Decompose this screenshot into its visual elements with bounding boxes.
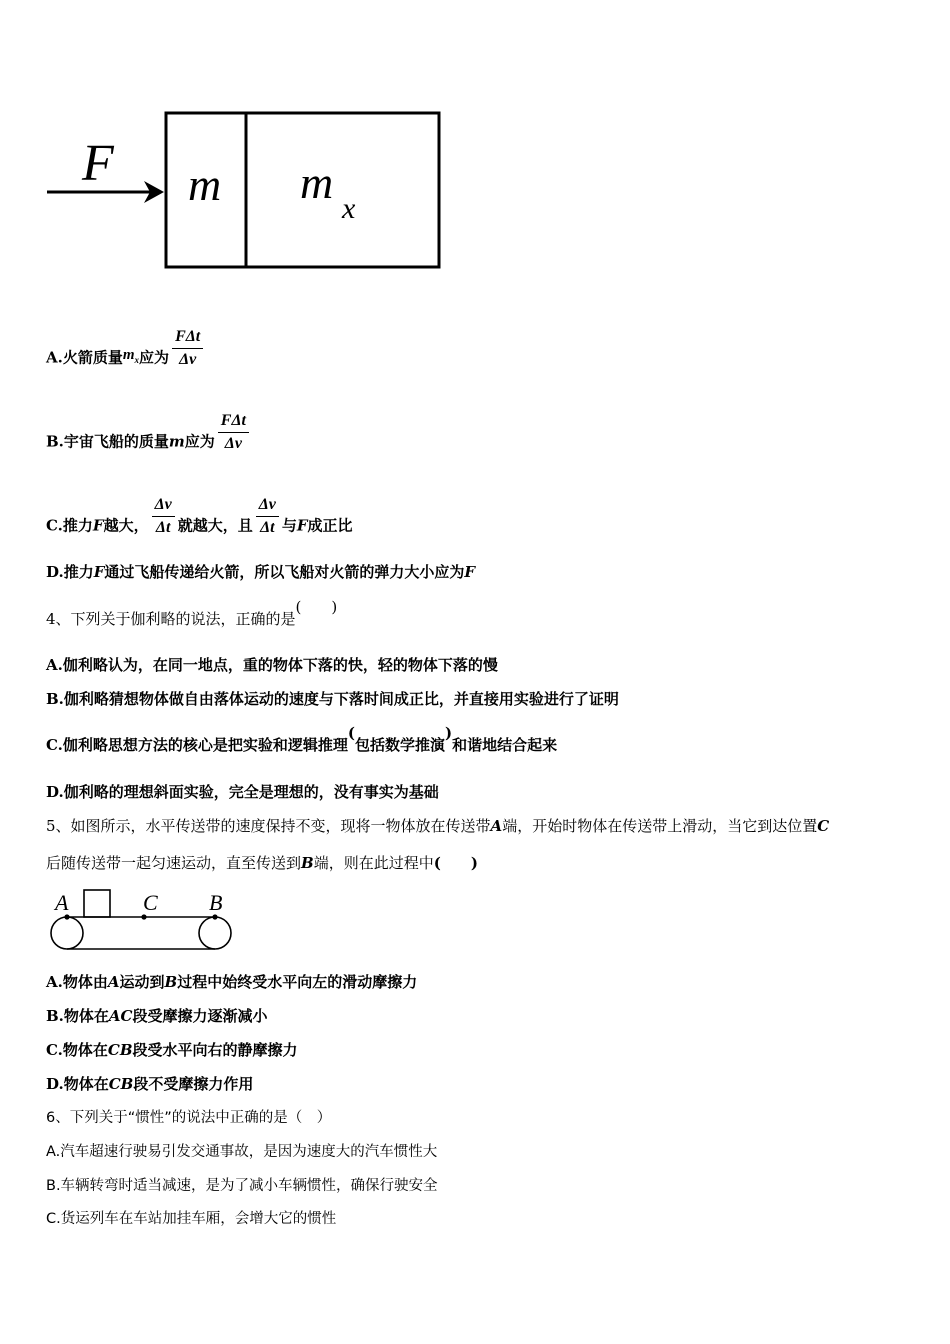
- q4-option-a: A.伽利略认为，在同一地点，重的物体下落的快，轻的物体下落的慢: [46, 656, 498, 674]
- fraction-dv-dt: $\frac{\Delta v}{\Delta t}$: [152, 494, 175, 539]
- force-label: F: [82, 135, 114, 192]
- point-b-dot: [212, 914, 217, 919]
- block-mx: [246, 113, 439, 267]
- q5-option-a: A.物体由A运动到B过程中始终受水平向左的滑动摩擦力: [46, 973, 418, 991]
- point-b-label: B: [209, 890, 223, 915]
- force-block-diagram: [40, 100, 450, 280]
- point-a-label: A: [55, 890, 69, 915]
- point-a-dot: [64, 914, 69, 919]
- q5-stem-line2: 后随传送带一起匀速运动，直至传送到B端，则在此过程中( ): [46, 854, 478, 872]
- q3-option-a: A.火箭质量$m_x$应为 $\frac{\text{FΔt}}{\Delta v}$: [46, 336, 206, 381]
- mx-symbol: $m_x$: [122, 346, 140, 365]
- object-box: [84, 890, 110, 917]
- q3-option-d: D.推力F通过飞船传递给火箭，所以飞船对火箭的弹力大小应为F: [46, 563, 476, 581]
- fraction-f-dt-dv: $\frac{\text{FΔt}}{\Delta v}$: [218, 410, 249, 455]
- q3-option-c: C.推力F越大， $\frac{\Delta v}{\Delta t}$ 就越大，且 $\frac{\Delta v}{\Delta t}$ 与F成正比: [46, 504, 353, 549]
- right-pulley: [199, 917, 231, 949]
- point-c-dot: [141, 914, 146, 919]
- q4-stem: 4、下列关于伽利略的说法，正确的是( ): [46, 598, 338, 628]
- fraction-dv-dt: $\frac{\Delta v}{\Delta t}$: [256, 494, 279, 539]
- q4-option-b: B.伽利略猜想物体做自由落体运动的速度与下落时间成正比，并直接用实验进行了证明: [46, 690, 619, 708]
- q4-option-c: C.伽利略思想方法的核心是把实验和逻辑推理(包括数学推演)和谐地结合起来: [46, 724, 558, 754]
- block-mx-label: m: [300, 157, 334, 208]
- q5-option-b: B.物体在AC段受摩擦力逐渐减小: [46, 1007, 268, 1025]
- q3-option-b: B.宇宙飞船的质量m应为 $\frac{\text{FΔt}}{\Delta v}$: [46, 420, 252, 465]
- q5-option-d: D.物体在CB段不受摩擦力作用: [46, 1075, 254, 1093]
- q4-option-d: D.伽利略的理想斜面实验，完全是理想的，没有事实为基础: [46, 783, 439, 801]
- left-pulley: [51, 917, 83, 949]
- q6-option-c: C.货运列车在车站加挂车厢，会增大它的惯性: [46, 1211, 337, 1227]
- q6-stem: 6、下列关于“惯性”的说法中正确的是（ ）: [46, 1110, 332, 1126]
- q5-stem-line1: 5、如图所示，水平传送带的速度保持不变，现将一物体放在传送带A端，开始时物体在传送带上滑动，当它到达位置C: [46, 817, 830, 835]
- fraction-f-dt-dv: $\frac{\text{FΔt}}{\Delta v}$: [172, 326, 203, 371]
- conveyor-belt-diagram: [44, 886, 244, 956]
- point-c-label: C: [143, 890, 158, 915]
- q6-option-a: A.汽车超速行驶易引发交通事故，是因为速度大的汽车惯性大: [46, 1144, 438, 1160]
- block-mx-subscript: x: [342, 192, 356, 225]
- q5-option-c: C.物体在CB段受水平向右的静摩擦力: [46, 1041, 298, 1059]
- q6-option-b: B.车辆转弯时适当减速，是为了减小车辆惯性，确保行驶安全: [46, 1178, 438, 1194]
- block-m-label: m: [188, 159, 222, 210]
